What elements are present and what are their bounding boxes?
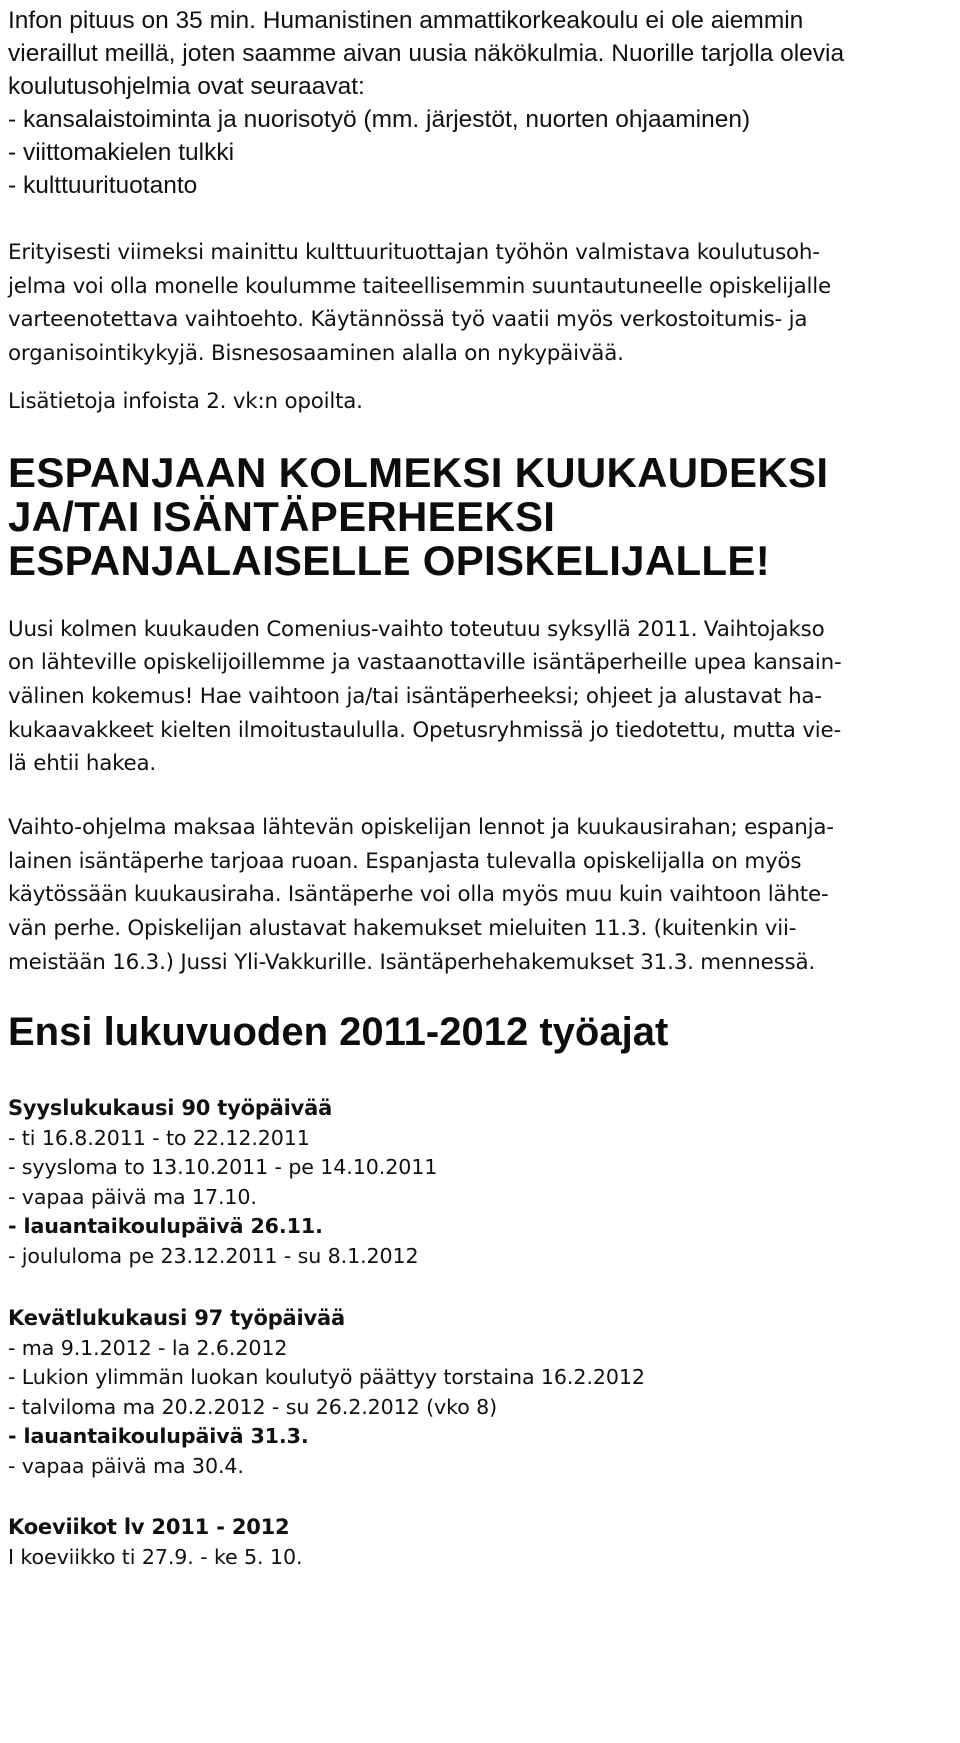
paragraph-line: Uusi kolmen kuukauden Comenius-vaihto toteutuu syksyllä 2011. Vaihtojakso (8, 616, 825, 642)
list-item: - lauantaikoulupäivä 26.11. (8, 1214, 323, 1239)
paragraph-line: käytössään kuukausiraha. Isäntäperhe voi olla myös muu kuin vaihtoon lähte- (8, 882, 829, 908)
program-paragraph (8, 811, 948, 980)
list-item: - vapaa päivä ma 30.4. (8, 1453, 244, 1478)
exam-weeks (8, 1511, 948, 1573)
paragraph-line: varteenotettava vaihtoehto. Käytännössä työ vaatii myös verkostoitumis- ja (8, 307, 808, 333)
list-item: I koeviikko ti 27.9. - ke 5. 10. (8, 1545, 303, 1570)
paragraph-line: on lähteville opiskelijoillemme ja vastaanottaville isäntäperheille upea kansain- (8, 650, 842, 676)
info-note (8, 385, 948, 419)
paragraph-line: Erityisesti viimeksi mainittu kulttuurituottajan työhön valmistava koulutusoh- (8, 240, 820, 265)
intro-line: - kansalaistoiminta ja nuorisotyö (mm. järjestöt, nuorten ohjaaminen) (8, 106, 751, 133)
spain-heading (8, 448, 948, 584)
list-item: - ti 16.8.2011 - to 22.12.2011 (8, 1125, 310, 1150)
list-item: - syysloma to 13.10.2011 - pe 14.10.2011 (8, 1155, 438, 1180)
exchange-paragraph (8, 613, 948, 782)
intro-line: - viittomakielen tulkki (8, 139, 235, 166)
autumn-term (8, 1092, 948, 1272)
spring-term-title: Kevätlukukausi 97 työpäivää (8, 1305, 345, 1330)
spain-heading-line: JA/TAI ISÄNTÄPERHEEKSI (8, 492, 556, 540)
spain-heading-line: ESPANJAAN KOLMEKSI KUUKAUDEKSI (8, 448, 829, 496)
paragraph-line: lä ehtii hakea. (8, 751, 156, 777)
list-item: - vapaa päivä ma 17.10. (8, 1184, 257, 1209)
spring-term (8, 1302, 948, 1482)
paragraph-line: meistään 16.3.) Jussi Yli-Vakkurille. Isäntäperhehakemukset 31.3. mennessä. (8, 949, 815, 975)
list-item: - talviloma ma 20.2.2012 - su 26.2.2012 (vko 8) (8, 1394, 498, 1419)
info-note-text: Lisätietoja infoista 2. vk:n opoilta. (8, 388, 363, 414)
paragraph-line: jelma voi olla monelle koulumme taiteellisemmin suuntautuneelle opiskelijalle (8, 273, 831, 299)
schedule-title: Ensi lukuvuoden 2011-2012 työajat (8, 1009, 669, 1054)
autumn-term-list (8, 1124, 948, 1272)
exam-weeks-title: Koeviikot lv 2011 - 2012 (8, 1515, 290, 1540)
list-item: - Lukion ylimmän luokan koulutyö päättyy torstaina 16.2.2012 (8, 1365, 645, 1390)
paragraph-line: kukaavakkeet kielten ilmoitustaululla. Opetusryhmissä jo tiedotettu, mutta vie- (8, 717, 841, 743)
exam-weeks-list (8, 1543, 948, 1573)
spain-heading-line: ESPANJALAISELLE OPISKELIJALLE! (8, 536, 770, 584)
paragraph-line: organisointikykyjä. Bisnesosaaminen alalla on nykypäivää. (8, 341, 624, 367)
intro-line: koulutusohjelmia ovat seuraavat: (8, 73, 365, 100)
culture-paragraph (8, 236, 948, 371)
intro-paragraph (8, 4, 948, 202)
paragraph-line: välinen kokemus! Hae vaihtoon ja/tai isäntäperheeksi; ohjeet ja alustavat ha- (8, 683, 822, 709)
paragraph-line: lainen isäntäperhe tarjoaa ruoan. Espanjasta tulevalla opiskelijalla on myös (8, 848, 802, 874)
list-item: - ma 9.1.2012 - la 2.6.2012 (8, 1335, 288, 1360)
intro-line: vieraillut meillä, joten saamme aivan uusia näkökulmia. Nuorille tarjolla olevia (8, 40, 845, 67)
list-item: - joululoma pe 23.12.2011 - su 8.1.2012 (8, 1243, 419, 1268)
autumn-term-title: Syyslukukausi 90 työpäivää (8, 1095, 333, 1120)
spring-term-list (8, 1334, 948, 1482)
paragraph-line: Vaihto-ohjelma maksaa lähtevän opiskelijan lennot ja kuukausirahan; espanja- (8, 815, 834, 841)
paragraph-line: vän perhe. Opiskelijan alustavat hakemukset mieluiten 11.3. (kuitenkin vii- (8, 916, 797, 942)
list-item: - lauantaikoulupäivä 31.3. (8, 1424, 309, 1449)
intro-line: - kulttuurituotanto (8, 172, 198, 199)
intro-line: Infon pituus on 35 min. Humanistinen ammattikorkeakoulu ei ole aiemmin (8, 7, 804, 34)
